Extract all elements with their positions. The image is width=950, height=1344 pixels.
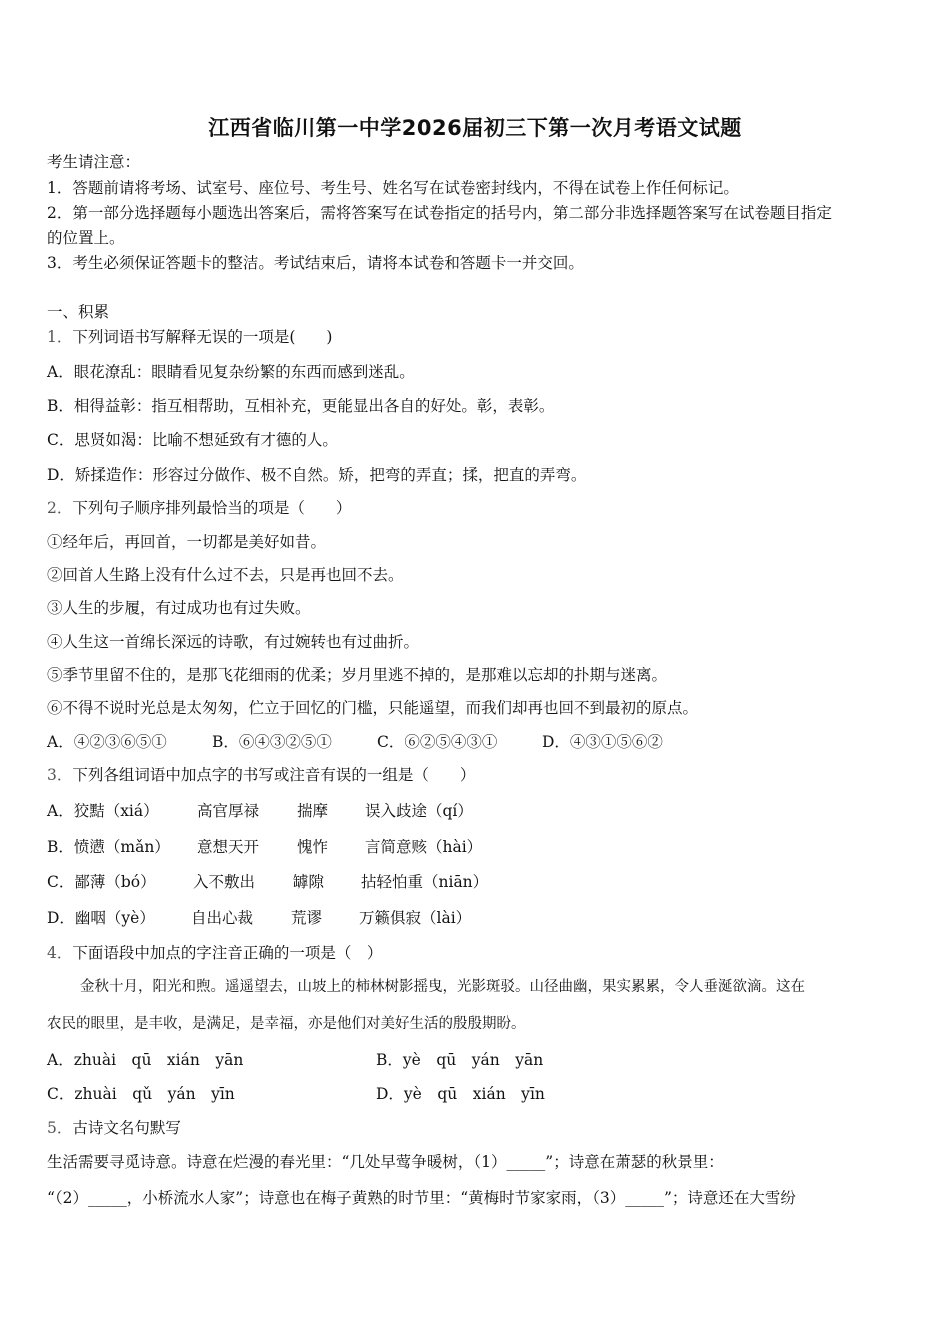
question-text: 古诗文名句默写 <box>72 1119 181 1137</box>
q3-cell: C．鄙薄（bó） <box>47 873 156 891</box>
question-1-stem <box>47 327 332 347</box>
q4-option-d: D．yè qū xián yīn <box>376 1085 545 1103</box>
q3-cell: 罅隙 <box>293 873 325 891</box>
q3-cell: D．幽咽（yè） <box>47 909 155 927</box>
q2-sentence-6: ⑥不得不说时光总是太匆匆，伫立于回忆的门槛，只能遥望，而我们却再也回不到最初的原点。 <box>47 699 699 717</box>
q2-option-b: B．⑥④③②⑤① <box>212 733 332 751</box>
q2-option-c: C．⑥②⑤④③① <box>377 733 498 751</box>
q2-option-a: A．④②③⑥⑤① <box>47 733 167 751</box>
q1-option-d: D．矫揉造作：形容过分做作、极不自然。矫，把弯的弄直；揉，把直的弄弯。 <box>47 466 587 484</box>
q3-cell: 误入歧途（qí） <box>365 802 473 820</box>
q2-sentence-4: ④人生这一首绵长深远的诗歌，有过婉转也有过曲折。 <box>47 633 420 651</box>
q2-sentence-5: ⑤季节里留不住的，是那飞花细雨的优柔；岁月里逃不掉的，是那难以忘却的扑期与迷离。 <box>47 666 668 684</box>
q2-sentence-1: ①经年后，再回首，一切都是美好如昔。 <box>47 533 327 551</box>
question-5-stem <box>47 1118 181 1138</box>
q3-option-a <box>47 801 473 821</box>
question-text: 下列词语书写解释无误的一项是( ) <box>72 328 333 346</box>
q3-cell: A．狡黠（xiá） <box>47 802 159 820</box>
q3-cell: 高官厚禄 <box>197 802 260 820</box>
question-number: 5． <box>47 1119 73 1137</box>
page-title: 江西省临川第一中学2026届初三下第一次月考语文试题 <box>208 116 742 140</box>
q3-cell: 揣摩 <box>297 802 329 820</box>
q5-line-1: 生活需要寻觅诗意。诗意在烂漫的春光里：“几处早莺争暖树，（1）_____”；诗意在萧瑟的秋景里： <box>47 1153 724 1171</box>
q3-cell: 万籁俱寂（lài） <box>359 909 472 927</box>
q3-cell: 入不敷出 <box>193 873 256 891</box>
question-text: 下列各组词语中加点字的书写或注音有误的一组是（ ） <box>72 766 476 784</box>
q2-options <box>47 732 663 752</box>
question-number: 2． <box>47 499 73 517</box>
question-number: 4． <box>47 944 73 962</box>
q3-option-b <box>47 837 482 857</box>
question-number: 3． <box>47 766 73 784</box>
q3-cell: 自出心裁 <box>191 909 254 927</box>
q4-option-c: C．zhuài qǔ yán yīn <box>47 1085 235 1103</box>
q4-passage-line-2: 农民的眼里，是丰收，是满足，是幸福，亦是他们对美好生活的殷殷期盼。 <box>47 1016 526 1032</box>
question-2-stem <box>47 498 351 518</box>
q1-option-b: B．相得益彰：指互相帮助，互相补充，更能显出各自的好处。彰，表彰。 <box>47 397 555 415</box>
q2-option-d: D．④③①⑤⑥② <box>542 733 663 751</box>
question-text: 下列句子顺序排列最恰当的项是（ ） <box>72 499 352 517</box>
question-3-stem <box>47 765 475 785</box>
q3-cell: 拈轻怕重（niān） <box>361 873 489 891</box>
q3-cell: 愧怍 <box>297 838 329 856</box>
q4-option-a: A．zhuài qū xián yān <box>47 1051 244 1069</box>
q3-cell: B．愤懑（mǎn） <box>47 838 170 856</box>
q1-option-c: C．思贤如渴：比喻不想延致有才德的人。 <box>47 431 338 449</box>
notice-item-3: 3．考生必须保证答题卡的整洁。考试结束后，请将本试卷和答题卡一并交回。 <box>47 254 584 272</box>
q2-sentence-2: ②回首人生路上没有什么过不去，只是再也回不去。 <box>47 566 404 584</box>
q3-cell: 言简意赅（hài） <box>365 838 483 856</box>
q5-line-2: “（2）_____，小桥流水人家”；诗意也在梅子黄熟的时节里：“黄梅时节家家雨，（3）_____”；诗意还在大雪纷 <box>47 1189 796 1207</box>
q4-passage-line-1: 金秋十月，阳光和煦。遥遥望去，山坡上的柿林树影摇曳，光影斑驳。山径曲幽，果实累累，令人垂涎欲滴。这在 <box>80 979 805 995</box>
notice-item-2-cont: 的位置上。 <box>47 229 125 247</box>
notice-heading: 考生请注意： <box>47 153 141 171</box>
q4-option-b: B．yè qū yán yān <box>376 1051 544 1069</box>
question-number: 1． <box>47 328 73 346</box>
section-heading: 一、积累 <box>47 303 110 321</box>
q3-option-c <box>47 872 488 892</box>
q1-option-a: A．眼花潦乱：眼睛看见复杂纷繁的东西而感到迷乱。 <box>47 363 415 381</box>
notice-item-1: 1．答题前请将考场、试室号、座位号、考生号、姓名写在试卷密封线内，不得在试卷上作任何标记。 <box>47 179 739 197</box>
notice-item-2: 2．第一部分选择题每小题选出答案后，需将答案写在试卷指定的括号内，第二部分非选择题答案写在试卷题目指定 <box>47 204 832 222</box>
question-text: 下面语段中加点的字注音正确的一项是（ ） <box>72 944 383 962</box>
q3-cell: 荒谬 <box>291 909 323 927</box>
question-4-stem <box>47 943 382 963</box>
q3-cell: 意想天开 <box>197 838 260 856</box>
q2-sentence-3: ③人生的步履，有过成功也有过失败。 <box>47 599 311 617</box>
q3-option-d <box>47 908 471 928</box>
